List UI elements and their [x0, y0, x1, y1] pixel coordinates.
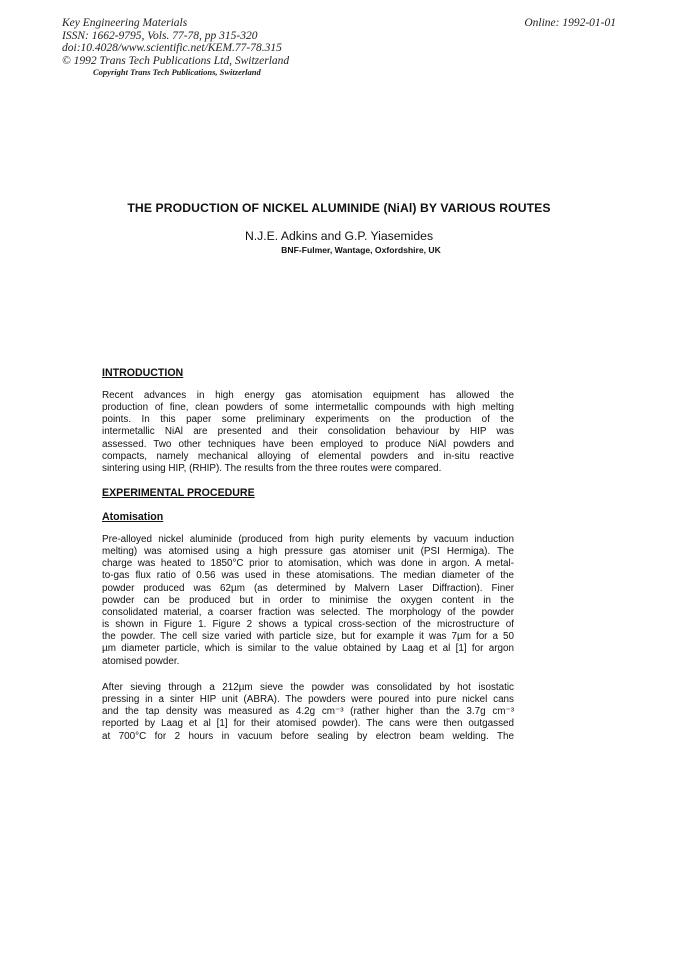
journal-name: Key Engineering Materials	[62, 17, 188, 29]
experimental-heading: EXPERIMENTAL PROCEDURE	[102, 487, 255, 499]
text-line: charge was heated to 1850°C prior to atomisation, which was done in argon. A metal-	[102, 558, 514, 570]
atomisation-heading: Atomisation	[102, 511, 164, 523]
copyright-line: © 1992 Trans Tech Publications Ltd, Switzerland	[62, 54, 290, 67]
issn-line: ISSN: 1662-9795, Vols. 77-78, pp 315-320	[62, 29, 258, 42]
text-line: reported by Laag et al [1] for their atomised powder). The cans were then outgassed	[102, 718, 514, 730]
text-line: is shown in Figure 1. Figure 2 shows a typical cross-section of the microstructure of	[102, 619, 514, 631]
paper-authors: N.J.E. Adkins and G.P. Yiasemides	[244, 229, 434, 243]
text-line: to-gas flux ratio of 0.56 was used in these atomisations. The median diameter of the	[102, 570, 514, 582]
text-line: intermetallic NiAl are presented and their consolidation behaviour by HIP was	[102, 426, 514, 438]
text-line: Recent advances in high energy gas atomisation equipment has allowed the	[102, 390, 514, 401]
text-line: melting) was atomised using a high pressure gas atomiser unit (PSI Hermiga). The	[102, 546, 514, 558]
text-line: at 700°C for 2 hours in vacuum before sealing by electron beam welding. The	[102, 730, 514, 742]
text-line: powder produced was 62µm (as determined by Malvern Laser Diffraction). Finer	[102, 582, 514, 594]
text-line: µm diameter particle, which is similar to the value obtained by Laag et al [1] for argon	[102, 643, 514, 655]
doi-line: doi:10.4028/www.scientific.net/KEM.77-78.315	[62, 42, 282, 55]
text-line: points. In this paper some preliminary experiments on the production of the	[102, 414, 514, 426]
introduction-heading: INTRODUCTION	[102, 367, 184, 379]
text-line: sintering using HIP, (RHIP). The results from the three routes were compared.	[102, 462, 442, 474]
text-line: pressing in a sinter HIP unit (ABRA). The powders were poured into pure nickel cans	[102, 694, 514, 706]
text-line: After sieving through a 212µm sieve the powder was consolidated by hot isostatic	[102, 682, 514, 693]
online-date: Online: 1992-01-01	[524, 17, 616, 29]
text-line: compacts, namely mechanical alloying of elemental powders and in-situ reactive	[102, 450, 514, 462]
text-line: powder can be produced but in order to minimise the oxygen content in the	[102, 594, 514, 606]
paper-title: THE PRODUCTION OF NICKEL ALUMINIDE (NiAl) BY VARIOUS ROUTES	[127, 201, 551, 215]
atomisation-paragraph	[102, 534, 514, 668]
text-line: assessed. Two other techniques have been employed to produce NiAl powders and	[102, 438, 514, 450]
text-line: and the tap density was measured as 4.2g cm⁻³ (rather higher than the 3.7g cm⁻³	[102, 706, 514, 718]
text-line: the powder. The cell size varied with particle size, but for example it was 7µm for a 50	[102, 631, 514, 643]
publisher-copyright: Copyright Trans Tech Publications, Switzerland	[93, 67, 261, 77]
text-line: production of fine, clean powders of some intermetallic compounds with high melting	[102, 402, 514, 414]
text-line: Pre-alloyed nickel aluminide (produced from high purity elements by vacuum induction	[102, 534, 514, 545]
sieving-paragraph	[102, 682, 514, 743]
paper-affiliation: BNF-Fulmer, Wantage, Oxfordshire, UK	[281, 245, 441, 255]
journal-header	[62, 17, 289, 67]
text-line: consolidated material, a coarser fraction was selected. The morphology of the powder	[102, 606, 514, 618]
text-line: atomised powder.	[102, 655, 180, 667]
introduction-paragraph	[102, 390, 514, 475]
